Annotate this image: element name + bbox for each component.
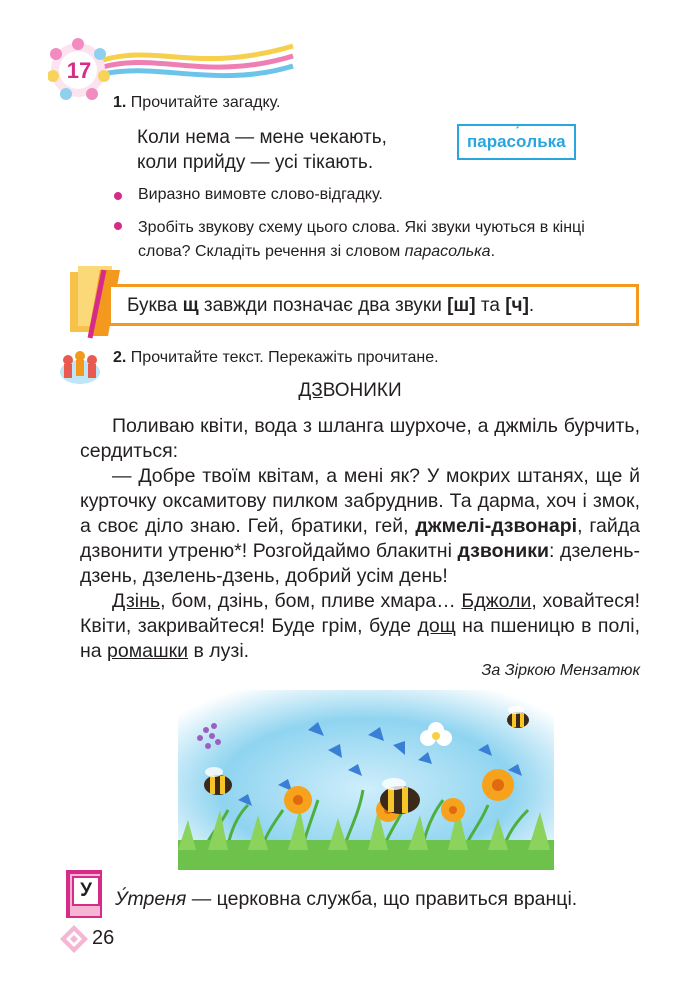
story-title [0,380,700,402]
riddle-line-1: Коли нема — мене чекають, [137,127,387,148]
story-paragraph-3: Дзінь, бом, дзінь, бом, пливе хмара… Бджоли, ховайтеся! Квіти, закривайтеся! Буде грім, буде дощ на пшеницю в полі, на ромашки в лузі. [80,590,641,662]
dictionary-entry [115,888,577,911]
bees-flowers-illustration [178,690,554,870]
riddle-line-2: коли прийду — усі тікають. [137,152,374,173]
story-paragraph-2: — Добре твоїм квітам, а мені як? У мокрих штанях, ще й курточку оксамитову пилком забруднив. Та дарма, хоч і змок, а своє діло знаю. Гей, братики, гей, джмелі-дзвонарі, гайда дзвонити утреню*! Розгойдаймо блакитні дзвоники: дзелень-дзень, дзелень-дзень, добрий усім день! [80,465,640,587]
bullet-2-line-2: слова? Складіть речення зі словом парасолька. [138,243,496,260]
word-doshch: дощ [417,615,456,637]
dictionary-definition: — церковна служба, що правиться вранці. [186,888,578,910]
word-parasolka: парасолька [404,243,491,260]
riddle [137,125,387,175]
task2-instruction: Прочитайте текст. Перекажіть прочитане. [130,349,439,366]
task2-number: 2. [113,349,127,366]
word-dzin: Дзінь [112,590,161,612]
word-dzvonyky: дзвоники [457,540,550,562]
title-rest: ВОНИКИ [322,380,402,401]
task1-bullet-2 [138,216,643,264]
word-dzhmeli-dzvonari: джмелі-дзвонарі [415,515,578,537]
rule-letter: щ [182,295,199,316]
bullet-icon [114,192,122,200]
bullet-icon [114,222,122,230]
answer-stressed-letter: о [516,132,527,151]
task1-instruction: Прочитайте загадку. [130,94,281,111]
rule-sound-2: [ч] [505,295,529,316]
ornament-icon [60,925,88,953]
bullet-2-line-1: Зробіть звукову схему цього слова. Які звуки чуються в кінці [138,219,585,236]
story-author: За Зіркою Мензатюк [481,662,640,679]
word-romashky: ромашки [107,640,189,662]
lesson-number: 17 [66,58,92,83]
answer-part-2: лька [526,132,566,151]
title-underlined: ДЗ [298,380,323,401]
task1-bullet-1: Виразно вимовте слово-відгадку. [138,186,383,203]
dictionary-letter: У [72,876,100,906]
rule-sound-1: [ш] [447,295,476,316]
story-paragraph-1: Поливаю квіти, вода з шланга шурхоче, а джміль бурчить, сердиться: [80,415,640,462]
word-bdzholy: Бджоли [461,590,532,612]
task1-number: 1. [113,94,127,111]
answer-part-1: парас [467,132,517,151]
task2-heading [113,349,439,367]
dictionary-term: У́треня [115,888,187,910]
story-text [80,414,640,664]
riddle-answer-box [457,124,576,160]
task1-heading [113,94,280,112]
rule-box: Буква щ завжди позначає два звуки [ш] та [ч]. [108,284,639,326]
page-number: 26 [92,927,115,949]
